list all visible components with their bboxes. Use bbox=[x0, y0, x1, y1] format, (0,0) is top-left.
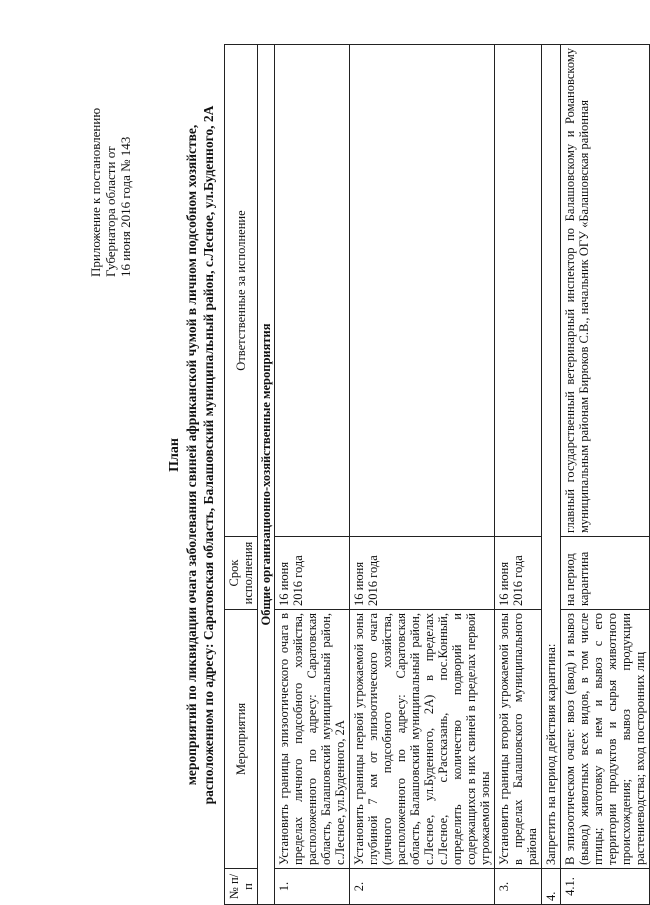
header-activity: Мероприятия bbox=[225, 610, 258, 869]
row-term: 16 июня 2016 года bbox=[495, 537, 542, 610]
row-text: Запретить на период действия карантина: bbox=[542, 45, 561, 869]
row-num: 2. bbox=[350, 869, 495, 905]
section-row bbox=[258, 45, 275, 905]
table-header-row bbox=[225, 45, 258, 905]
row-activity: Установить границы эпизоотического очага в пределах личного подсобного хозяйства, расположенного по адресу: Саратовская область, Балашовский муниципальный район, с.Лесное, ул.Буденного, 2А bbox=[275, 610, 350, 869]
header-num: № п/п bbox=[225, 869, 258, 905]
header-term: Срок исполнения bbox=[225, 537, 258, 610]
appendix-line-3: 16 июня 2016 года № 143 bbox=[118, 136, 133, 277]
row-num: 4. bbox=[542, 869, 561, 905]
title-line-2: расположенном по адресу: Саратовская область, Балашовский муниципальный район, с.Лесное, ул.Буденного, 2А bbox=[201, 105, 216, 805]
row-activity: Установить границы второй угрожаемой зоны в пределах Балашовского муниципального района bbox=[495, 610, 542, 869]
plan-table bbox=[224, 44, 650, 905]
appendix-line-1: Приложение к постановлению bbox=[88, 107, 103, 277]
document-title bbox=[166, 65, 217, 845]
table-row bbox=[495, 45, 542, 905]
row-term: на период карантина bbox=[561, 537, 650, 610]
appendix-note bbox=[88, 108, 133, 277]
table-row bbox=[561, 45, 650, 905]
row-activity: В эпизоотическом очаге: ввоз (ввод) и вывоз (вывод) животных всех видов, в том числе птицы; заготовку в нем и вывоз с его территории продуктов и сырья животного происхождения; вывоз продукции растениеводства; вход посторонних лиц bbox=[561, 610, 650, 869]
row-num: 4.1. bbox=[561, 869, 650, 905]
table-row bbox=[275, 45, 350, 905]
row-num: 3. bbox=[495, 869, 542, 905]
table-row bbox=[542, 45, 561, 905]
row-term: 16 июня 2016 года bbox=[275, 537, 350, 610]
section-title: Общие организационно-хозяйственные мероприятия bbox=[258, 45, 275, 905]
row-activity: Установить границы первой угрожаемой зоны глубиной 7 км от эпизоотического очага (личного подсобного хозяйства, расположенного по адресу: Саратовская область, Балашовский муниципальный район, с.Лесное, ул.Буденного, 2А) в пределах с.Лесное, с.Рассказань, пос.Конный, определить количество подворий и содержащихся в них свиней в пределах первой угрожаемой зоны bbox=[350, 610, 495, 869]
row-responsible bbox=[495, 45, 542, 537]
row-responsible bbox=[275, 45, 350, 537]
table-row bbox=[350, 45, 495, 905]
row-responsible: главный государственный ветеринарный инспектор по Балашовскому и Романовскому муниципальным районам Бирюков С.В., начальник ОГУ «Балашовская районная bbox=[561, 45, 650, 537]
title-line-1: мероприятий по ликвидации очага заболевания свиней африканской чумой в личном подсобном хозяйстве, bbox=[184, 124, 199, 786]
row-responsible bbox=[350, 45, 495, 537]
row-num: 1. bbox=[275, 869, 350, 905]
appendix-line-2: Губернатора области от bbox=[103, 146, 118, 277]
row-term: 16 июня 2016 года bbox=[350, 537, 495, 610]
header-responsible: Ответственные за исполнение bbox=[225, 45, 258, 537]
title-word: План bbox=[167, 438, 182, 472]
